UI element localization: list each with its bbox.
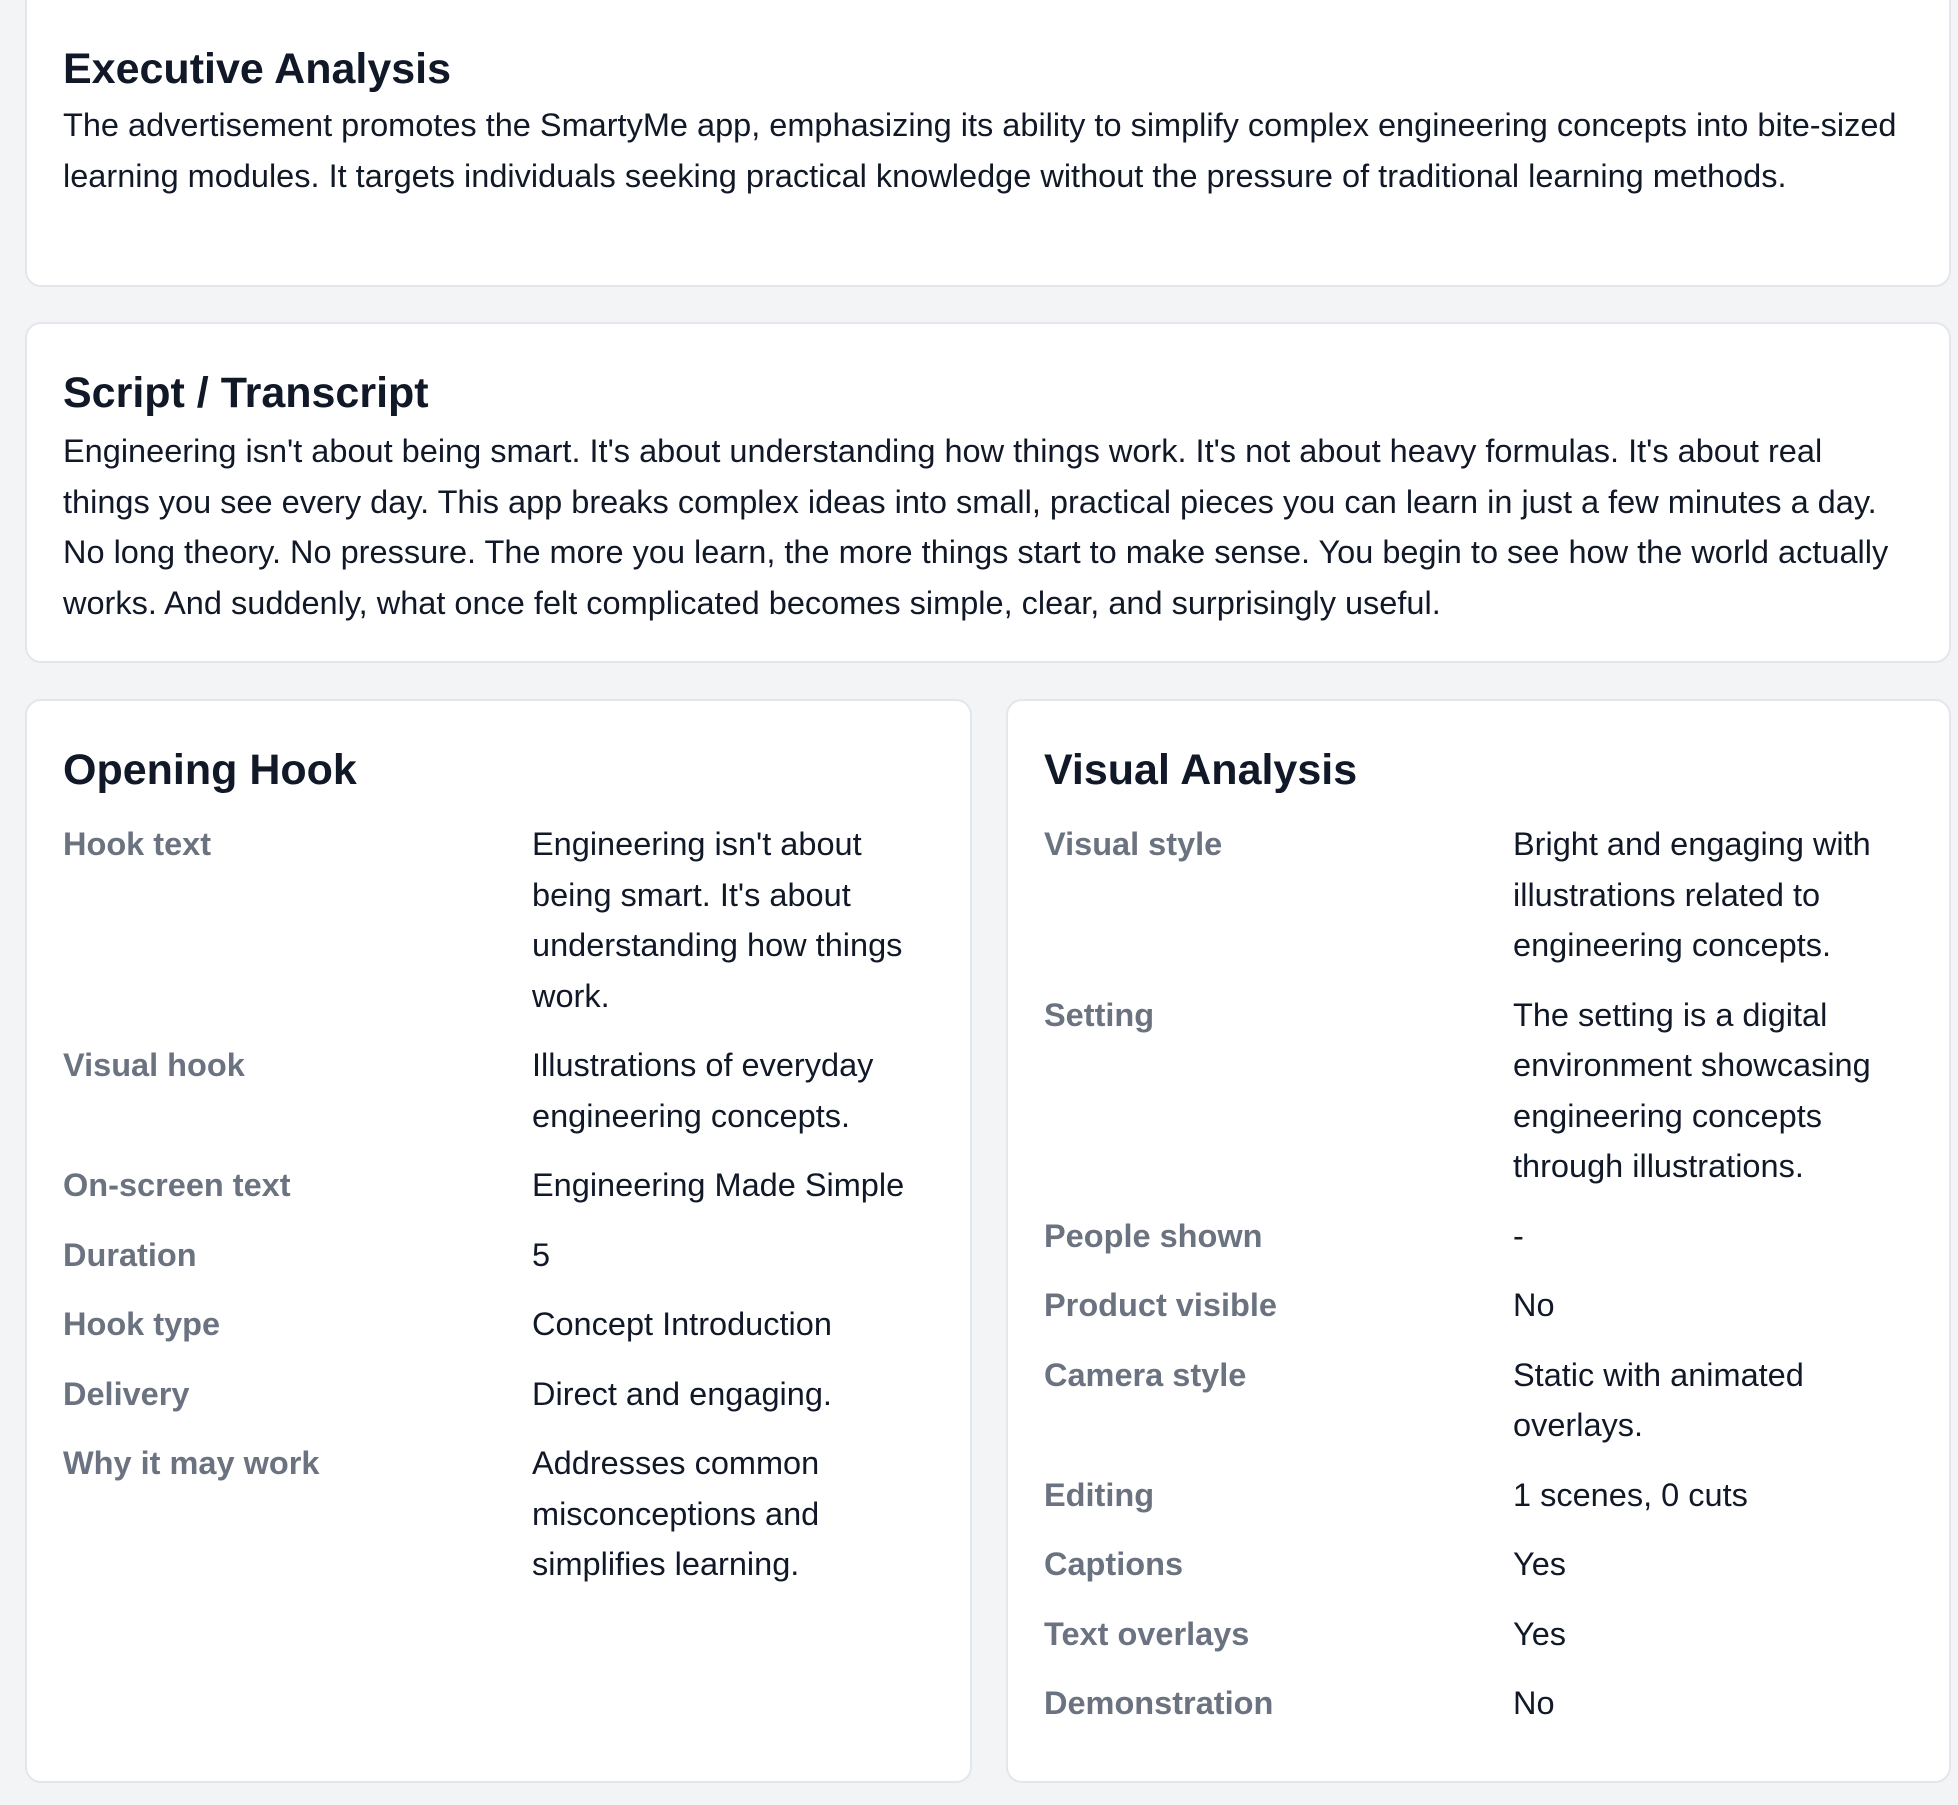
people-shown-label: People shown (1044, 1217, 1263, 1254)
product-visible-row (1044, 1280, 1913, 1331)
hook-text-value: Engineering isn't about being smart. It's about understanding how things work. (532, 826, 903, 1014)
captions-label: Captions (1044, 1546, 1184, 1582)
editing-row (1044, 1470, 1913, 1521)
duration-label: Duration (63, 1236, 197, 1273)
duration-row (63, 1230, 934, 1281)
duration-value: 5 (532, 1236, 551, 1273)
product-visible-value: No (1513, 1287, 1555, 1323)
visual-hook-value: Illustrations of everyday engineering concepts. (532, 1047, 874, 1134)
executive-analysis-text: The advertisement promotes the SmartyMe app, emphasizing its ability to simplify complex engineering concepts into bite-sized learning modules. It targets individuals seeking practical knowledge without the pressure of traditional learning methods. (63, 107, 1897, 194)
visual-style-label: Visual style (1044, 826, 1223, 862)
opening-hook-title: Opening Hook (63, 746, 357, 794)
editing-value: 1 scenes, 0 cuts (1513, 1476, 1748, 1513)
camera-style-row (1044, 1350, 1913, 1451)
hook-type-label: Hook type (63, 1306, 221, 1342)
why-it-may-work-value: Addresses common misconceptions and simplifies learning. (532, 1445, 820, 1582)
people-shown-row (1044, 1211, 1913, 1262)
text-overlays-label: Text overlays (1044, 1615, 1250, 1652)
visual-analysis-title: Visual Analysis (1044, 746, 1358, 794)
demonstration-row (1044, 1678, 1913, 1729)
executive-analysis-title: Executive Analysis (63, 45, 452, 93)
hook-type-value: Concept Introduction (532, 1306, 832, 1342)
script-transcript-title: Script / Transcript (63, 369, 429, 417)
captions-value: Yes (1513, 1546, 1567, 1582)
on-screen-text-value: Engineering Made Simple (532, 1167, 905, 1203)
visual-analysis-card (1006, 699, 1951, 1783)
delivery-value: Direct and engaging. (532, 1375, 832, 1412)
on-screen-text-label: On-screen text (63, 1167, 291, 1203)
visual-style-row (1044, 819, 1913, 971)
hook-text-label: Hook text (63, 826, 212, 862)
delivery-label: Delivery (63, 1375, 190, 1412)
delivery-row (63, 1369, 934, 1420)
opening-hook-card (25, 699, 972, 1783)
hook-type-row (63, 1299, 934, 1350)
visual-hook-label: Visual hook (63, 1047, 245, 1083)
camera-style-label: Camera style (1044, 1356, 1247, 1393)
on-screen-text-row (63, 1160, 934, 1211)
setting-label: Setting (1044, 996, 1155, 1033)
editing-label: Editing (1044, 1476, 1155, 1513)
script-transcript-card (25, 322, 1951, 663)
opening-hook-details (63, 819, 934, 1590)
visual-analysis-details (1044, 819, 1913, 1729)
demonstration-value: No (1513, 1685, 1555, 1721)
script-transcript-text: Engineering isn't about being smart. It's about understanding how things work. It's not about heavy formulas. It's about real things you see every day. This app breaks complex ideas into small, practical pieces you can learn in just a few minutes a day. No long theory. No pressure. The more you learn, the more things start to make sense. You begin to see how the world actually works. And suddenly, what once felt complicated becomes simple, clear, and surprisingly useful. (63, 433, 1889, 621)
text-overlays-value: Yes (1513, 1615, 1567, 1652)
hook-text-row (63, 819, 934, 1021)
visual-hook-row (63, 1040, 934, 1141)
captions-row (1044, 1539, 1913, 1590)
camera-style-value: Static with animated overlays. (1513, 1356, 1804, 1443)
people-shown-value: - (1513, 1217, 1524, 1254)
setting-value: The setting is a digital environment showcasing engineering concepts through illustrations. (1513, 996, 1871, 1184)
why-it-may-work-label: Why it may work (63, 1445, 320, 1481)
demonstration-label: Demonstration (1044, 1685, 1274, 1721)
executive-analysis-card (25, 0, 1951, 287)
text-overlays-row (1044, 1609, 1913, 1660)
why-it-may-work-row (63, 1438, 934, 1590)
product-visible-label: Product visible (1044, 1287, 1277, 1323)
visual-style-value: Bright and engaging with illustrations related to engineering concepts. (1513, 826, 1871, 963)
setting-row (1044, 990, 1913, 1192)
